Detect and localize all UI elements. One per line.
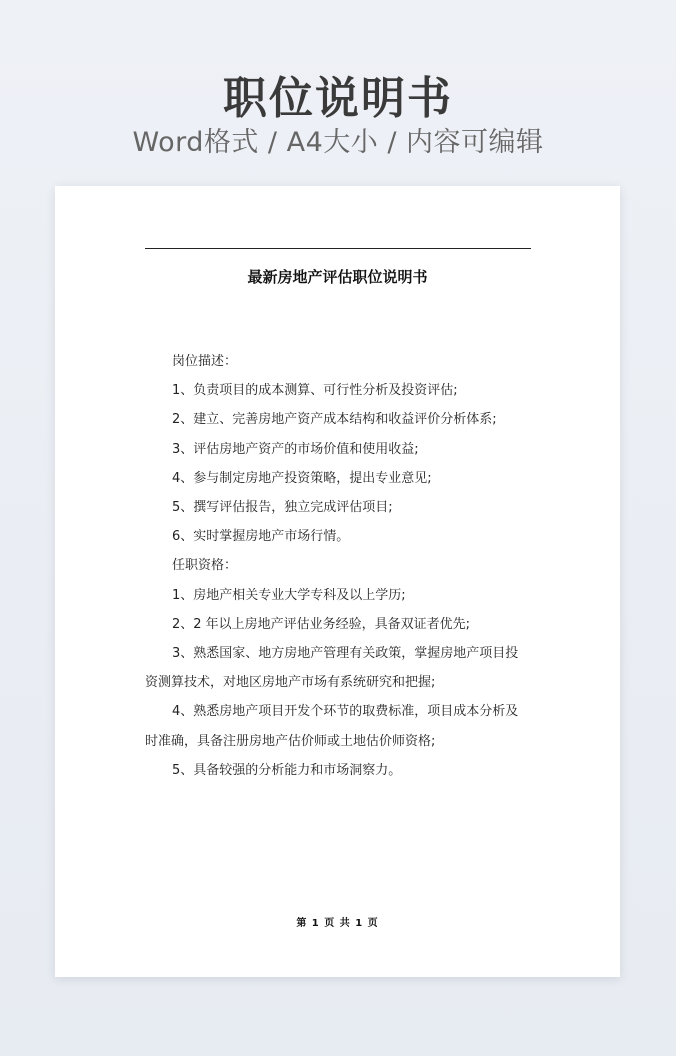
hero-subtitle: Word格式 / A4大小 / 内容可编辑 [132, 127, 544, 158]
qualification-item: 2、2 年以上房地产评估业务经验，具备双证者优先; [172, 616, 471, 632]
description-item: 2、建立、完善房地产资产成本结构和收益评价分析体系; [172, 412, 497, 428]
description-item: 1、负责项目的成本测算、可行性分析及投资评估; [172, 383, 458, 399]
document-title: 最新房地产评估职位说明书 [247, 268, 428, 286]
section-heading-description: 岗位描述： [172, 354, 238, 369]
hero-title: 职位说明书 [223, 73, 453, 124]
header-rule [145, 248, 531, 249]
qualification-item: 1、房地产相关专业大学专科及以上学历; [172, 587, 406, 603]
description-item: 5、撰写评估报告，独立完成评估项目; [172, 500, 393, 516]
description-item: 6、实时掌握房地产市场行情。 [172, 529, 350, 545]
description-item: 4、参与制定房地产投资策略，提出专业意见; [172, 470, 432, 486]
qualification-item: 4、熟悉房地产项目开发个环节的取费标准，项目成本分析及时准确，具备注册房地产估价师或土地估价师资格; [145, 704, 519, 749]
document-page [55, 186, 620, 977]
document-body [145, 347, 531, 785]
qualification-item: 5、具备较强的分析能力和市场洞察力。 [172, 762, 402, 778]
section-heading-qualifications: 任职资格： [172, 558, 238, 574]
description-item: 3、评估房地产资产的市场价值和使用收益; [172, 441, 419, 457]
page-number-footer: 第 1 页 共 1 页 [296, 918, 379, 929]
qualification-item: 3、熟悉国家、地方房地产管理有关政策，掌握房地产项目投资测算技术，对地区房地产市场有系统研究和把握; [145, 646, 519, 691]
